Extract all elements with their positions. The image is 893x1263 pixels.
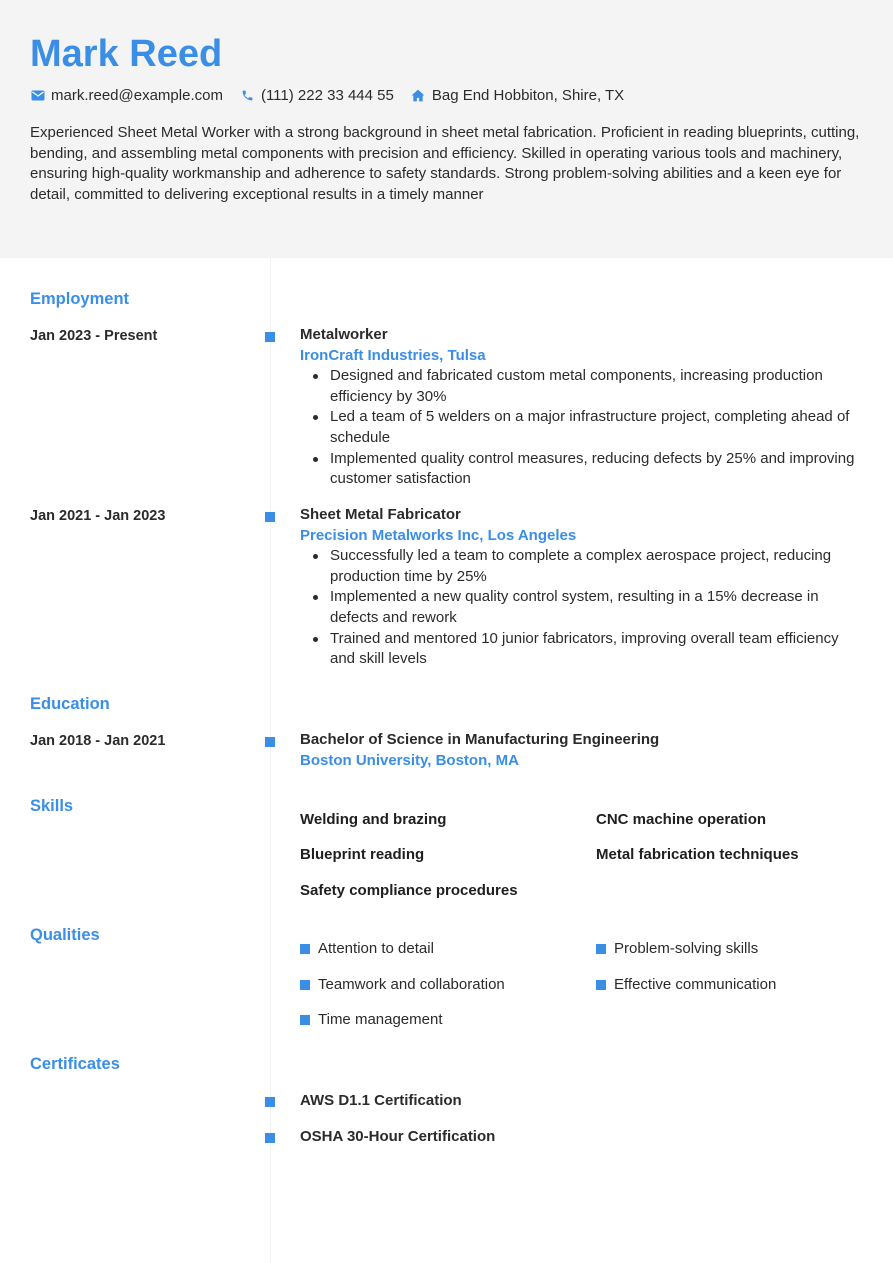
phone-icon <box>240 88 255 103</box>
quality-label: Attention to detail <box>318 940 434 957</box>
job-bullet: Trained and mentored 10 junior fabricators, improving overall team efficiency and skill levels <box>300 629 865 670</box>
job-bullets <box>300 546 865 670</box>
resume-header <box>0 0 893 258</box>
square-bullet-icon <box>300 944 310 954</box>
mail-icon <box>30 88 45 103</box>
quality-item <box>300 1010 443 1030</box>
address-text: Bag End Hobbiton, Shire, TX <box>431 86 625 104</box>
timeline-marker <box>265 1133 275 1143</box>
education-date: Jan 2018 - Jan 2021 <box>30 733 166 749</box>
email-text: mark.reed@example.com <box>51 86 223 104</box>
job-bullet: Led a team of 5 welders on a major infrastructure project, completing ahead of schedule <box>300 407 865 448</box>
employment-entry <box>300 325 865 490</box>
employment-date: Jan 2023 - Present <box>30 328 158 344</box>
job-bullet: Successfully led a team to complete a complex aerospace project, reducing production time by 25% <box>300 546 865 587</box>
quality-label: Effective communication <box>614 976 777 993</box>
section-title-skills: Skills <box>30 797 74 815</box>
job-bullet: Implemented a new quality control system, resulting in a 15% decrease in defects and rework <box>300 587 865 628</box>
contact-row <box>30 84 641 106</box>
certificate-item: AWS D1.1 Certification <box>300 1092 462 1109</box>
quality-item <box>300 975 505 995</box>
employer: Precision Metalworks Inc, Los Angeles <box>300 526 577 544</box>
square-bullet-icon <box>300 1015 310 1025</box>
skill-item: CNC machine operation <box>596 811 767 828</box>
employer: IronCraft Industries, Tulsa <box>300 346 486 364</box>
certificate-item: OSHA 30-Hour Certification <box>300 1128 496 1145</box>
timeline-marker <box>265 332 275 342</box>
job-title: Sheet Metal Fabricator <box>300 506 461 523</box>
section-title-certificates: Certificates <box>30 1055 120 1073</box>
quality-item <box>300 939 434 959</box>
job-bullet: Designed and fabricated custom metal components, increasing production efficiency by 30% <box>300 366 865 407</box>
contact-address <box>411 87 624 104</box>
candidate-name: Mark Reed <box>30 33 223 75</box>
skill-item: Safety compliance procedures <box>300 882 518 899</box>
phone-text: (111) 222 33 444 55 <box>260 86 394 104</box>
timeline-divider <box>270 258 271 1263</box>
education-entry <box>300 730 865 771</box>
section-title-qualities: Qualities <box>30 926 100 944</box>
timeline-marker <box>265 1097 275 1107</box>
quality-label: Problem-solving skills <box>614 940 759 957</box>
skill-item: Blueprint reading <box>300 846 425 863</box>
home-icon <box>411 88 426 103</box>
section-title-education: Education <box>30 695 110 713</box>
section-title-employment: Employment <box>30 290 130 308</box>
job-title: Metalworker <box>300 326 388 343</box>
square-bullet-icon <box>596 980 606 990</box>
profile-summary: Experienced Sheet Metal Worker with a strong background in sheet metal fabrication. Proficient in reading blueprints, cutting, bending, and assembling metal components with precision and efficiency. Skilled in operating various tools and machinery, ensuring high-quality workmanship and adherence to safety standards. Strong problem-solving abilities and a keen eye for detail, committed to delivering exceptional results in a timely manner <box>30 124 860 203</box>
employment-entry <box>300 505 865 670</box>
job-bullet: Implemented quality control measures, reducing defects by 25% and improving customer satisfaction <box>300 449 865 490</box>
school: Boston University, Boston, MA <box>300 751 519 769</box>
timeline-marker <box>265 737 275 747</box>
quality-label: Time management <box>318 1011 443 1028</box>
degree: Bachelor of Science in Manufacturing Engineering <box>300 731 660 748</box>
square-bullet-icon <box>300 980 310 990</box>
quality-item <box>596 975 776 995</box>
contact-email[interactable] <box>30 87 223 104</box>
timeline-marker <box>265 512 275 522</box>
quality-item <box>596 939 758 959</box>
quality-label: Teamwork and collaboration <box>318 976 505 993</box>
skill-item: Welding and brazing <box>300 811 447 828</box>
skill-item: Metal fabrication techniques <box>596 846 799 863</box>
job-bullets <box>300 366 865 490</box>
square-bullet-icon <box>596 944 606 954</box>
employment-date: Jan 2021 - Jan 2023 <box>30 508 166 524</box>
contact-phone[interactable] <box>240 87 394 104</box>
